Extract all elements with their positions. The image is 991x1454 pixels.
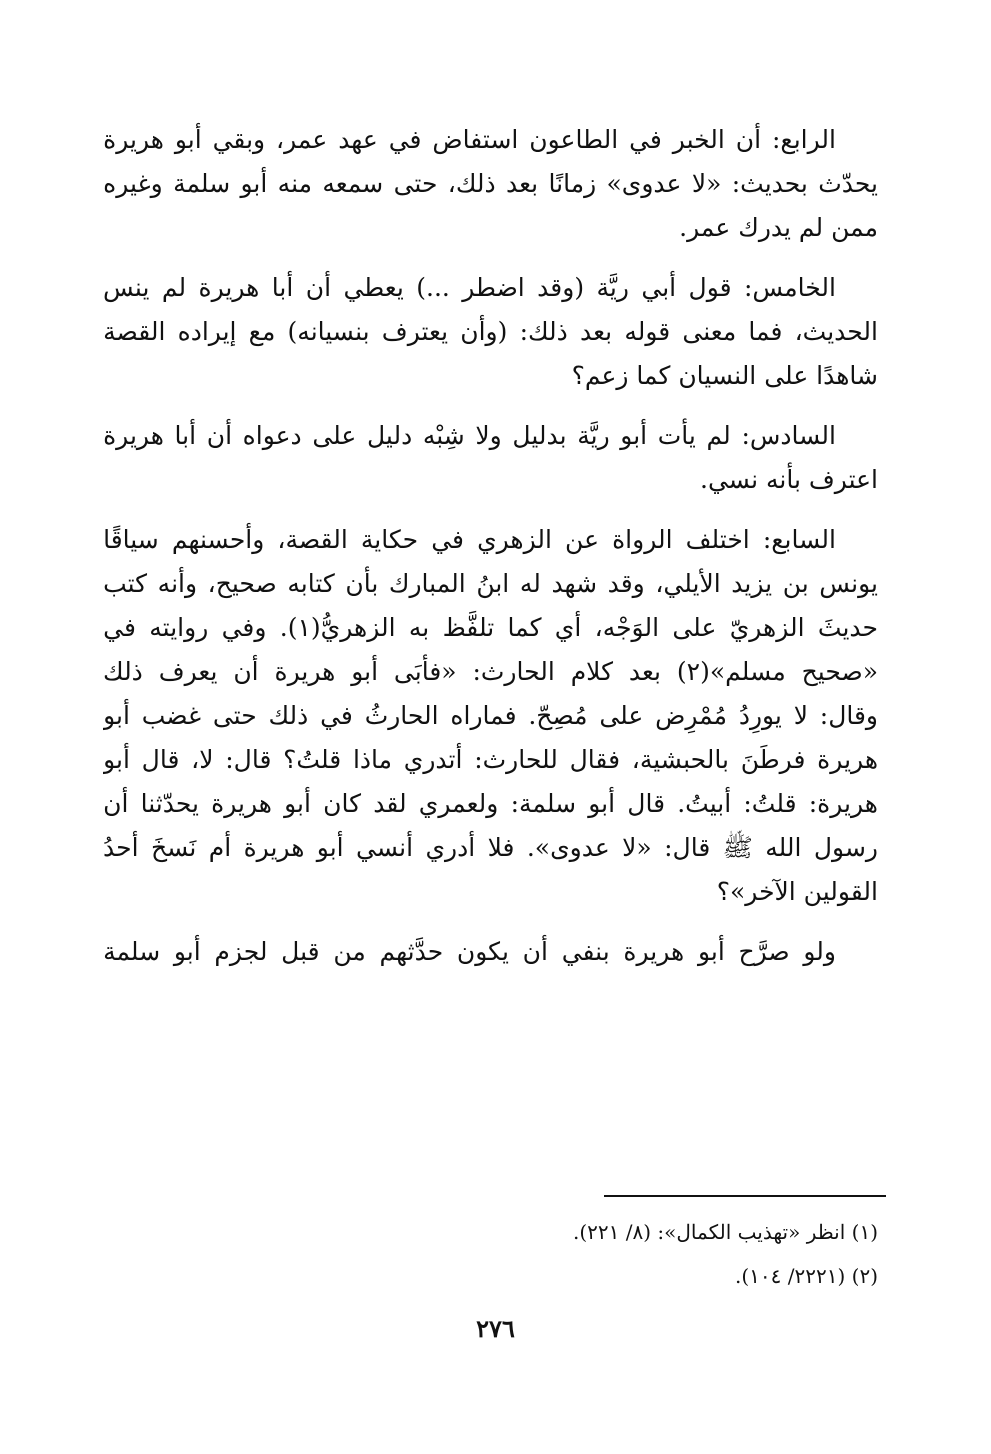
paragraph-sixth [103,414,878,502]
paragraph-fourth [103,118,878,250]
paragraph-closing [103,930,878,974]
text-line: شاهدًا على النسيان كما زعم؟ [571,361,878,390]
text-line: وقال: لا يورِدُ مُمْرِض على مُصِحّ. فماراه الحارثُ في ذلك حتى غضب أبو [103,701,878,730]
text-line: الحديث، فما معنى قوله بعد ذلك: (وأن يعترف بنسيانه) مع إيراده القصة [103,317,878,346]
paragraph-seventh [103,518,878,914]
footnote-2: (٢) (٢٢٢١/ ١٠٤). [734,1264,878,1288]
text-line: حديثَ الزهريّ على الوَجْه، أي كما تلفَّظ به الزهريُّ(١). وفي روايته في [103,613,878,642]
text-line: الخامس: قول أبي ريَّة (وقد اضطر ...) يعطي أن أبا هريرة لم ينس [103,273,836,302]
text-line: السادس: لم يأت أبو ريَّة بدليل ولا شِبْه دليل على دعواه أن أبا هريرة [103,421,836,450]
footnote-1: (١) انظر «تهذيب الكمال»: (٨/ ٢٢١). [572,1220,878,1244]
text-line: السابع: اختلف الرواة عن الزهري في حكاية القصة، وأحسنهم سياقًا [103,525,836,554]
main-text [103,118,878,974]
text-line: اعترف بأنه نسي. [700,465,878,494]
paragraph-fifth [103,266,878,398]
text-line: هريرة فرطَنَ بالحبشية، فقال للحارث: أتدري ماذا قلتُ؟ قال: لا، قال أبو [103,745,878,774]
page-number: ٢٧٦ [476,1314,515,1343]
text-line: يونس بن يزيد الأيلي، وقد شهد له ابنُ المبارك بأن كتابه صحيح، وأنه كتب [103,569,878,598]
text-line: يحدّث بحديث: «لا عدوى» زمانًا بعد ذلك، حتى سمعه منه أبو سلمة وغيره [103,169,878,198]
text-line: القولين الآخر»؟ [716,877,878,906]
text-line: هريرة: قلتُ: أبيتُ. قال أبو سلمة: ولعمري لقد كان أبو هريرة يحدّثنا أن [103,789,878,818]
footnote-divider [604,1195,886,1197]
text-line: الرابع: أن الخبر في الطاعون استفاض في عهد عمر، وبقي أبو هريرة [103,125,836,154]
text-line: «صحيح مسلم»(٢) بعد كلام الحارث: «فأبَى أبو هريرة أن يعرف ذلك [103,657,878,686]
text-line: ممن لم يدرك عمر. [679,213,878,242]
footnotes [278,1210,878,1298]
text-line: رسول الله ﷺ قال: «لا عدوى». فلا أدري أنسي أبو هريرة أم نَسخَ أحدُ [103,833,878,862]
text-line: ولو صرَّح أبو هريرة بنفي أن يكون حدَّثهم من قبل لجزم أبو سلمة [103,937,836,966]
